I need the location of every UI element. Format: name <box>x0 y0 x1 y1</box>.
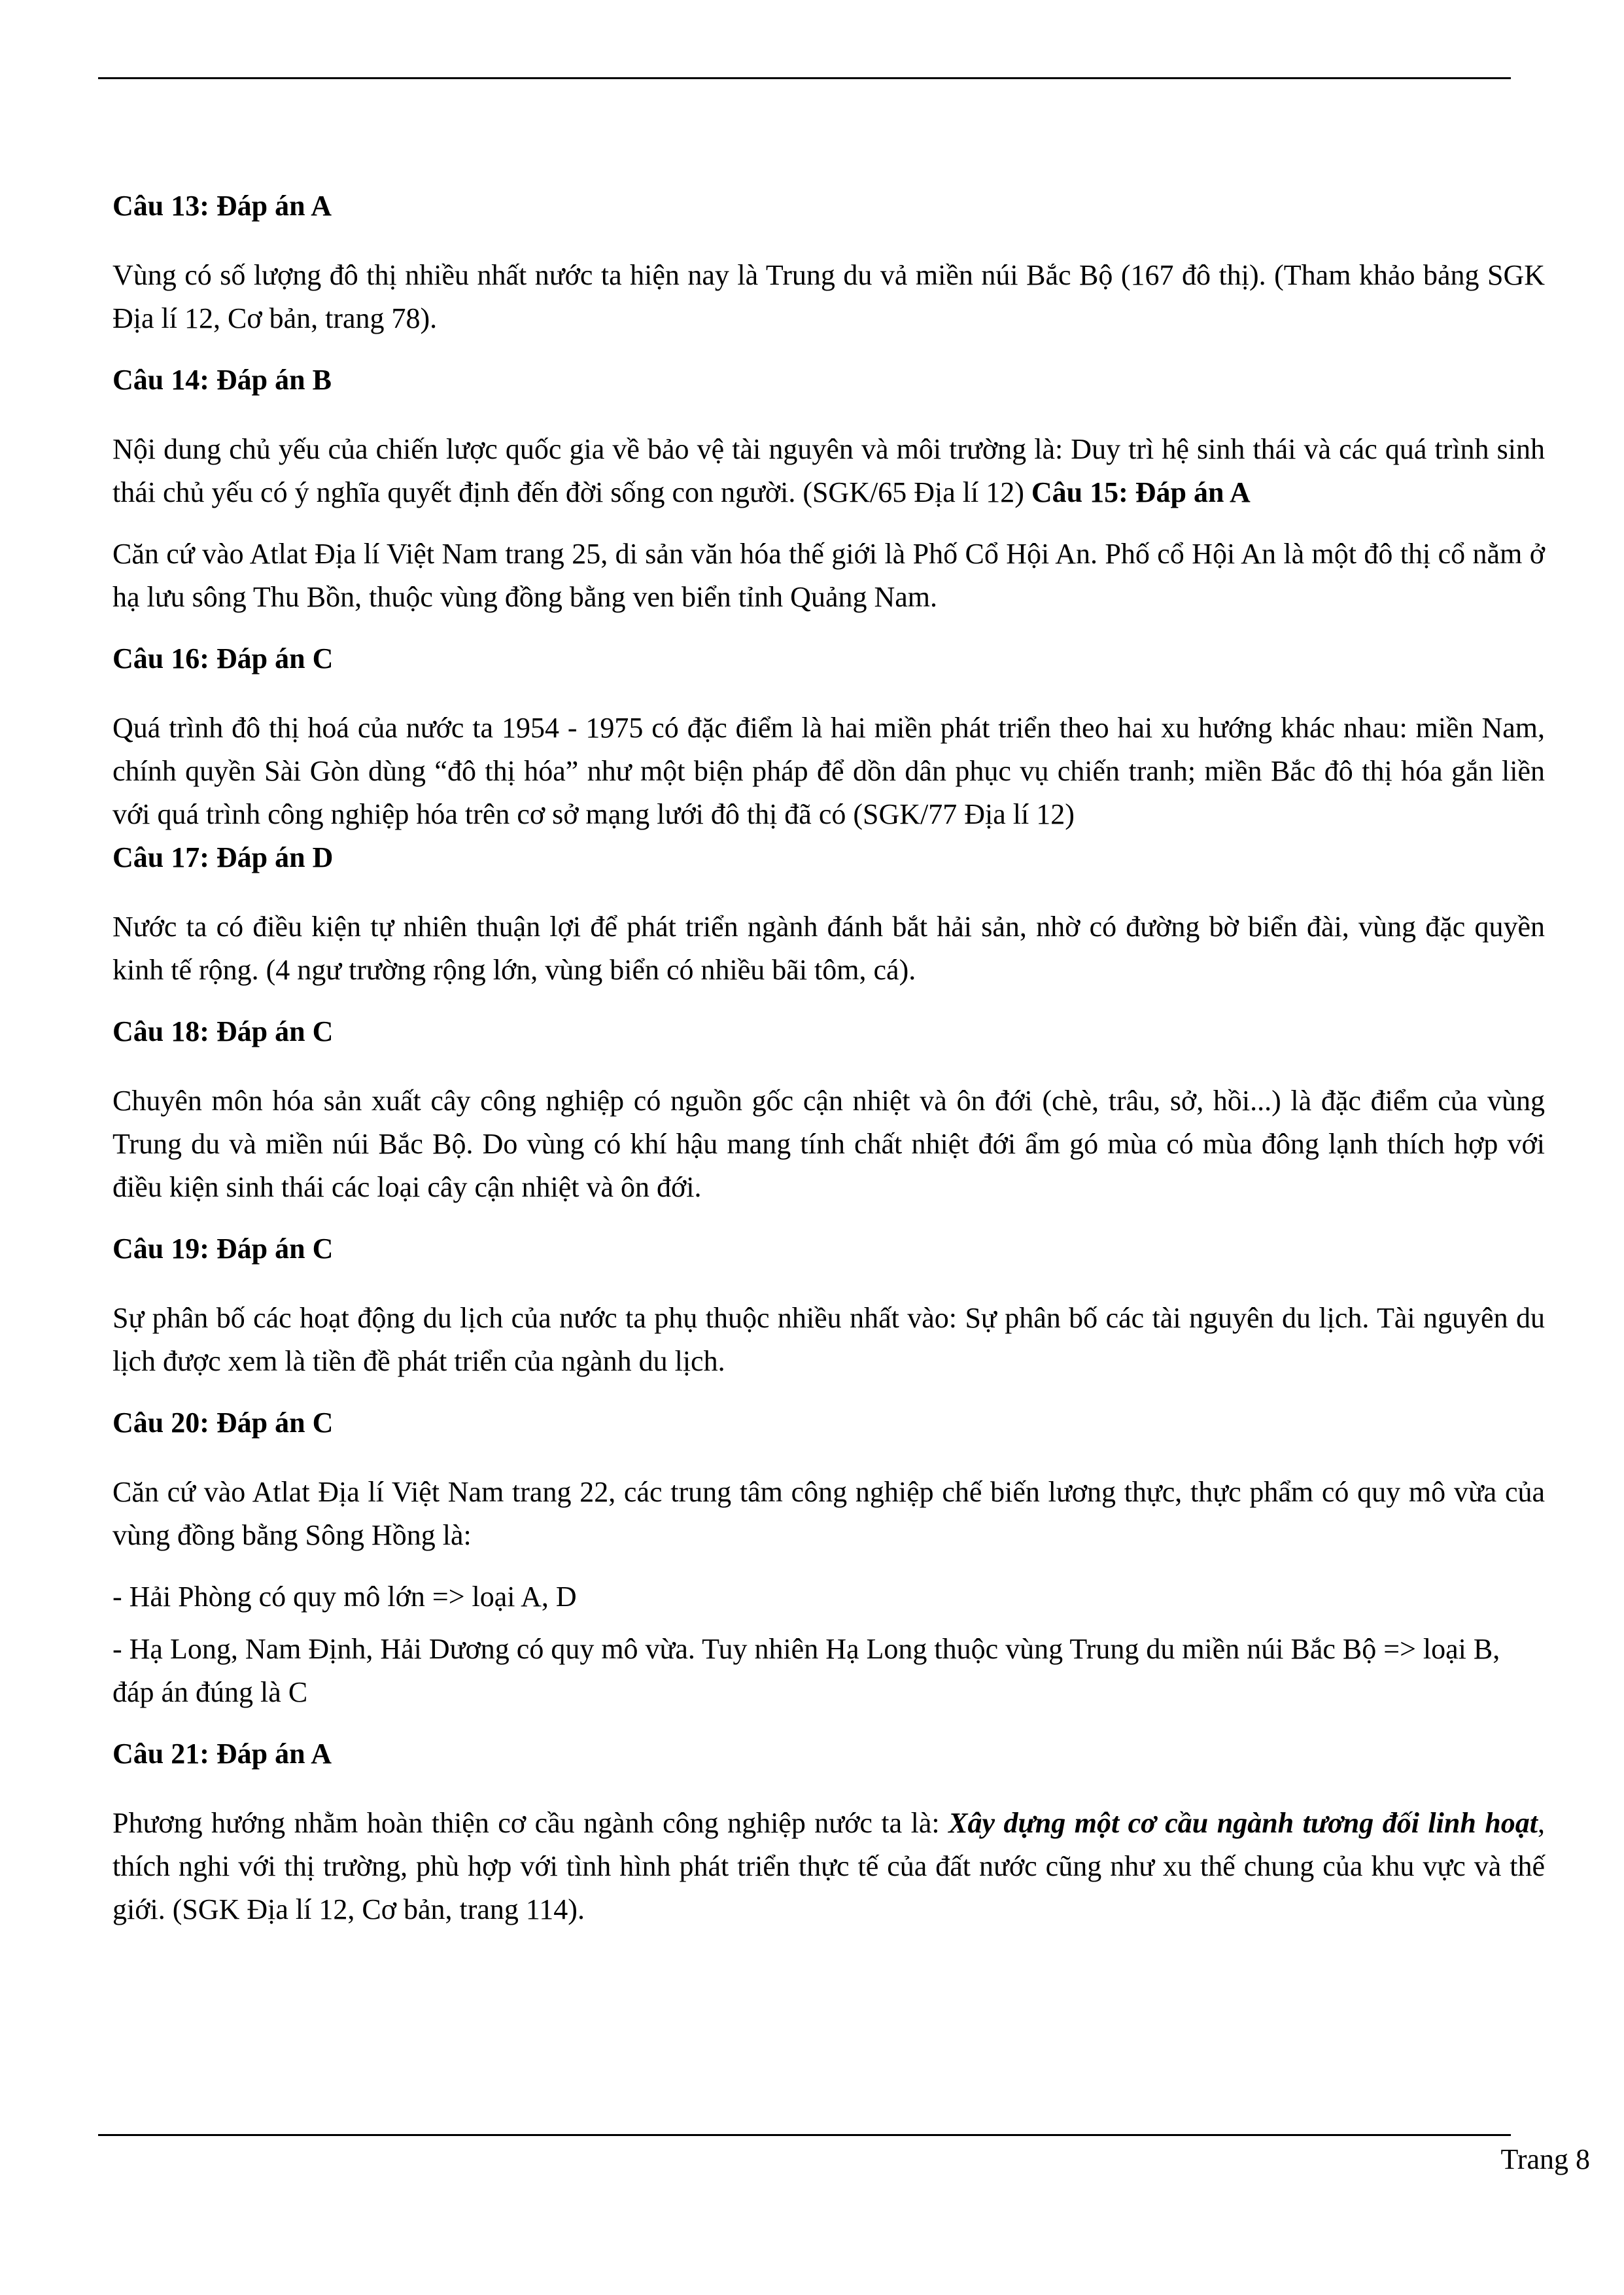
q15-explanation: Căn cứ vào Atlat Địa lí Việt Nam trang 25, di sản văn hóa thế giới là Phố Cổ Hội An. Phố cổ Hội An là một đô thị cổ nằm ở hạ lưu sông Thu Bồn, thuộc vùng đồng bằng ven biển tỉnh Quảng Nam. <box>112 538 1545 613</box>
q20-title: Câu 20: Đáp án C <box>112 1407 334 1439</box>
q17-title: Câu 17: Đáp án D <box>112 841 334 873</box>
q21-explanation-prefix: Phương hướng nhằm hoàn thiện cơ cầu ngành công nghiệp nước ta là: <box>112 1807 949 1839</box>
page-number: Trang 8 <box>1500 2143 1590 2175</box>
answer-explanations <box>112 184 1545 1950</box>
q15-title: Câu 15: Đáp án A <box>1031 476 1251 508</box>
q17-explanation: Nước ta có điều kiện tự nhiên thuận lợi để phát triển ngành đánh bắt hải sản, nhờ có đường bờ biển đài, vùng đặc quyền kinh tế rộng. (4 ngư trường rộng lớn, vùng biển có nhiều bãi tôm, cá). <box>112 911 1545 986</box>
q21-explanation-suffix: , thích nghi với thị trường, phù hợp với tình hình phát triển thực tế của đất nước cũng như xu thế chung của khu vực và thế giới. (SGK Địa lí 12, Cơ bản, trang 114). <box>112 1807 1545 1925</box>
q21-title: Câu 21: Đáp án A <box>112 1738 332 1770</box>
q13-explanation: Vùng có số lượng đô thị nhiều nhất nước ta hiện nay là Trung du vả miền núi Bắc Bộ (167 đô thị). (Tham khảo bảng SGK Địa lí 12, Cơ bản, trang 78). <box>112 259 1545 334</box>
q19-title: Câu 19: Đáp án C <box>112 1233 334 1265</box>
q20-point-1: - Hải Phòng có quy mô lớn => loại A, D <box>112 1581 577 1613</box>
header-rule <box>98 77 1511 79</box>
q21-emphasis: Xây dựng một cơ cầu ngành tương đối linh hoạt <box>948 1807 1538 1839</box>
q19-explanation: Sự phân bố các hoạt động du lịch của nước ta phụ thuộc nhiều nhất vào: Sự phân bố các tài nguyên du lịch. Tài nguyên du lịch được xem là tiền đề phát triển của ngành du lịch. <box>112 1302 1545 1377</box>
footer-rule <box>98 2134 1511 2136</box>
q18-explanation: Chuyên môn hóa sản xuất cây công nghiệp có nguồn gốc cận nhiệt và ôn đới (chè, trâu, sở, hồi...) là đặc điểm của vùng Trung du và miền núi Bắc Bộ. Do vùng có khí hậu mang tính chất nhiệt đới ẩm gó mùa có mùa đông lạnh thích hợp với điều kiện sinh thái các loại cây cận nhiệt và ôn đới. <box>112 1085 1545 1203</box>
q20-explanation: Căn cứ vào Atlat Địa lí Việt Nam trang 22, các trung tâm công nghiệp chế biến lương thực, thực phẩm có quy mô vừa của vùng đồng bằng Sông Hồng là: <box>112 1476 1545 1551</box>
q14-title: Câu 14: Đáp án B <box>112 364 332 396</box>
q14-explanation <box>112 428 1545 514</box>
q14-explanation-text: Nội dung chủ yếu của chiến lược quốc gia về bảo vệ tài nguyên và môi trường là: Duy trì hệ sinh thái và các quá trình sinh thái chủ yếu có ý nghĩa quyết định đến đời sống con người. (SGK/65 Địa lí 12) <box>112 433 1545 508</box>
q21-explanation <box>112 1802 1545 1931</box>
q16-explanation: Quá trình đô thị hoá của nước ta 1954 - 1975 có đặc điểm là hai miền phát triển theo hai xu hướng khác nhau: miền Nam, chính quyền Sài Gòn dùng “đô thị hóa” như một biện pháp để dồn dân phục vụ chiến tranh; miền Bắc đô thị hóa gắn liền với quá trình công nghiệp hóa trên cơ sở mạng lưới đô thị đã có (SGK/77 Địa lí 12) <box>112 712 1545 830</box>
q18-title: Câu 18: Đáp án C <box>112 1015 334 1047</box>
q16-title: Câu 16: Đáp án C <box>112 642 334 674</box>
q20-point-2: - Hạ Long, Nam Định, Hải Dương có quy mô vừa. Tuy nhiên Hạ Long thuộc vùng Trung du miền núi Bắc Bộ => loại B, đáp án đúng là C <box>112 1633 1500 1708</box>
q13-title: Câu 13: Đáp án A <box>112 190 332 222</box>
